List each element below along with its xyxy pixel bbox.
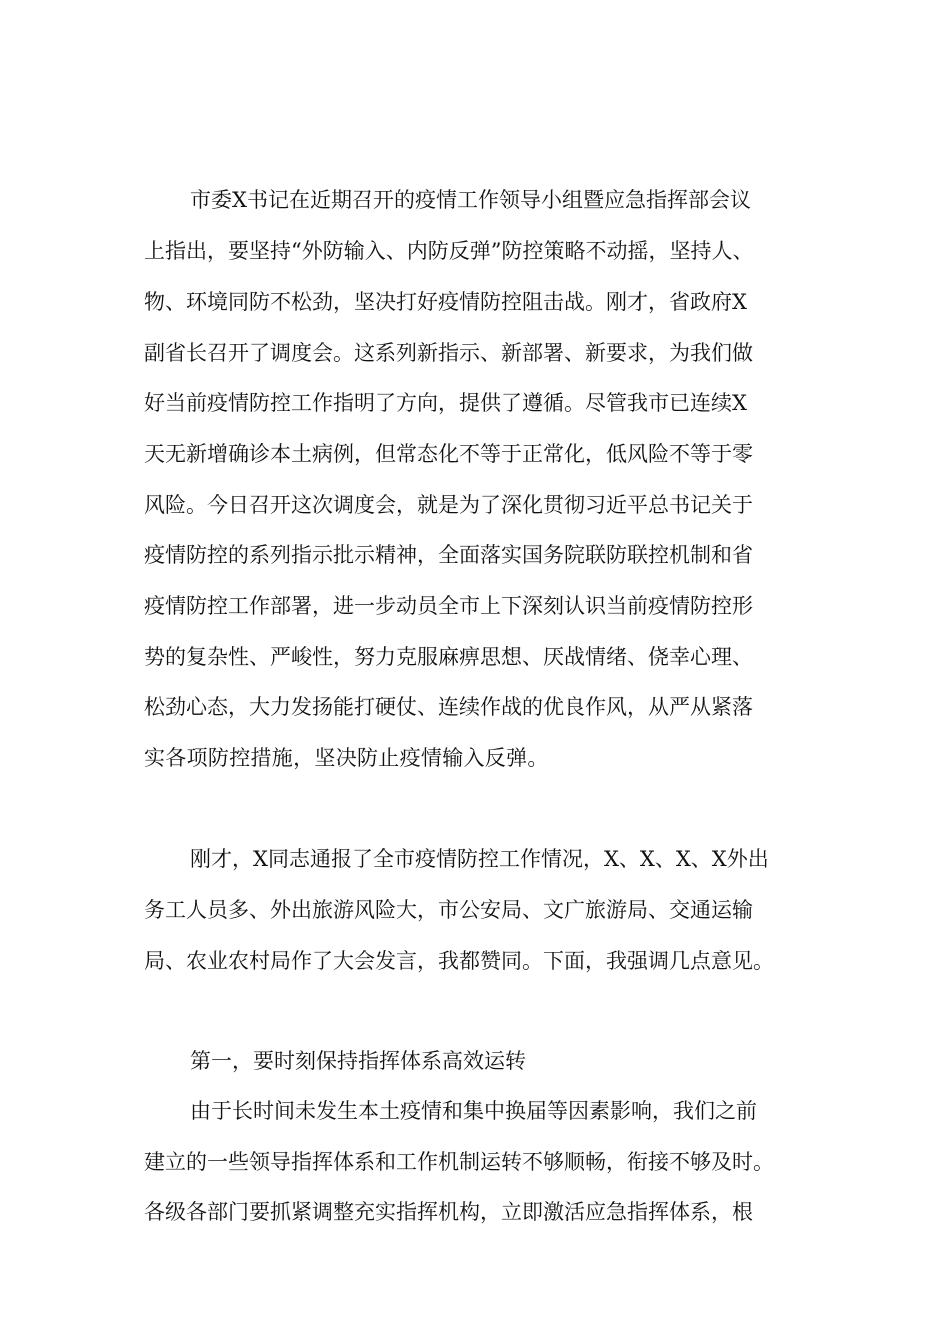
text-line: 由于长时间未发生本土疫情和集中换届等因素影响，我们之前 bbox=[190, 1099, 757, 1123]
text-line: 上指出，要坚持“外防输入、内防反弹”防控策略不动摇，坚持人、 bbox=[144, 239, 754, 263]
text-line: 市委X书记在近期召开的疫情工作领导小组暨应急指挥部会议 bbox=[190, 188, 751, 212]
text-line: 副省长召开了调度会。这系列新指示、新部署、新要求，为我们做 bbox=[144, 341, 753, 365]
text-line: 疫情防控的系列指示批示精神，全面落实国务院联防联控机制和省 bbox=[144, 543, 753, 567]
heading-line: 第一，要时刻保持指挥体系高效运转 bbox=[190, 1049, 526, 1073]
text-line: 风险。今日召开这次调度会，就是为了深化贯彻习近平总书记关于 bbox=[144, 493, 753, 517]
text-line: 疫情防控工作部署，进一步动员全市上下深刻认识当前疫情防控形 bbox=[144, 594, 753, 618]
text-line: 势的复杂性、严峻性，努力克服麻痹思想、厌战情绪、侥幸心理、 bbox=[144, 645, 753, 669]
text-line: 天无新增确诊本土病例，但常态化不等于正常化，低风险不等于零 bbox=[144, 442, 753, 466]
text-line: 松劲心态，大力发扬能打硬仗、连续作战的优良作风，从严从紧落 bbox=[144, 695, 753, 719]
text-line: 刚才，X同志通报了全市疫情防控工作情况，X、X、X、X外出 bbox=[190, 847, 769, 871]
text-line: 各级各部门要抓紧调整充实指挥机构，立即激活应急指挥体系，根 bbox=[144, 1200, 753, 1224]
text-line: 务工人员多、外出旅游风险大，市公安局、文广旅游局、交通运输 bbox=[144, 898, 753, 922]
text-line: 好当前疫情防控工作指明了方向，提供了遵循。尽管我市已连续X bbox=[144, 391, 747, 415]
text-line: 实各项防控措施，坚决防止疫情输入反弹。 bbox=[144, 746, 549, 770]
text-line: 物、环境同防不松劲，坚决打好疫情防控阻击战。刚才，省政府X bbox=[144, 290, 747, 314]
text-line: 局、农业农村局作了大会发言，我都赞同。下面，我强调几点意见。 bbox=[144, 949, 774, 973]
text-line: 建立的一些领导指挥体系和工作机制运转不够顺畅，衔接不够及时。 bbox=[144, 1150, 774, 1174]
